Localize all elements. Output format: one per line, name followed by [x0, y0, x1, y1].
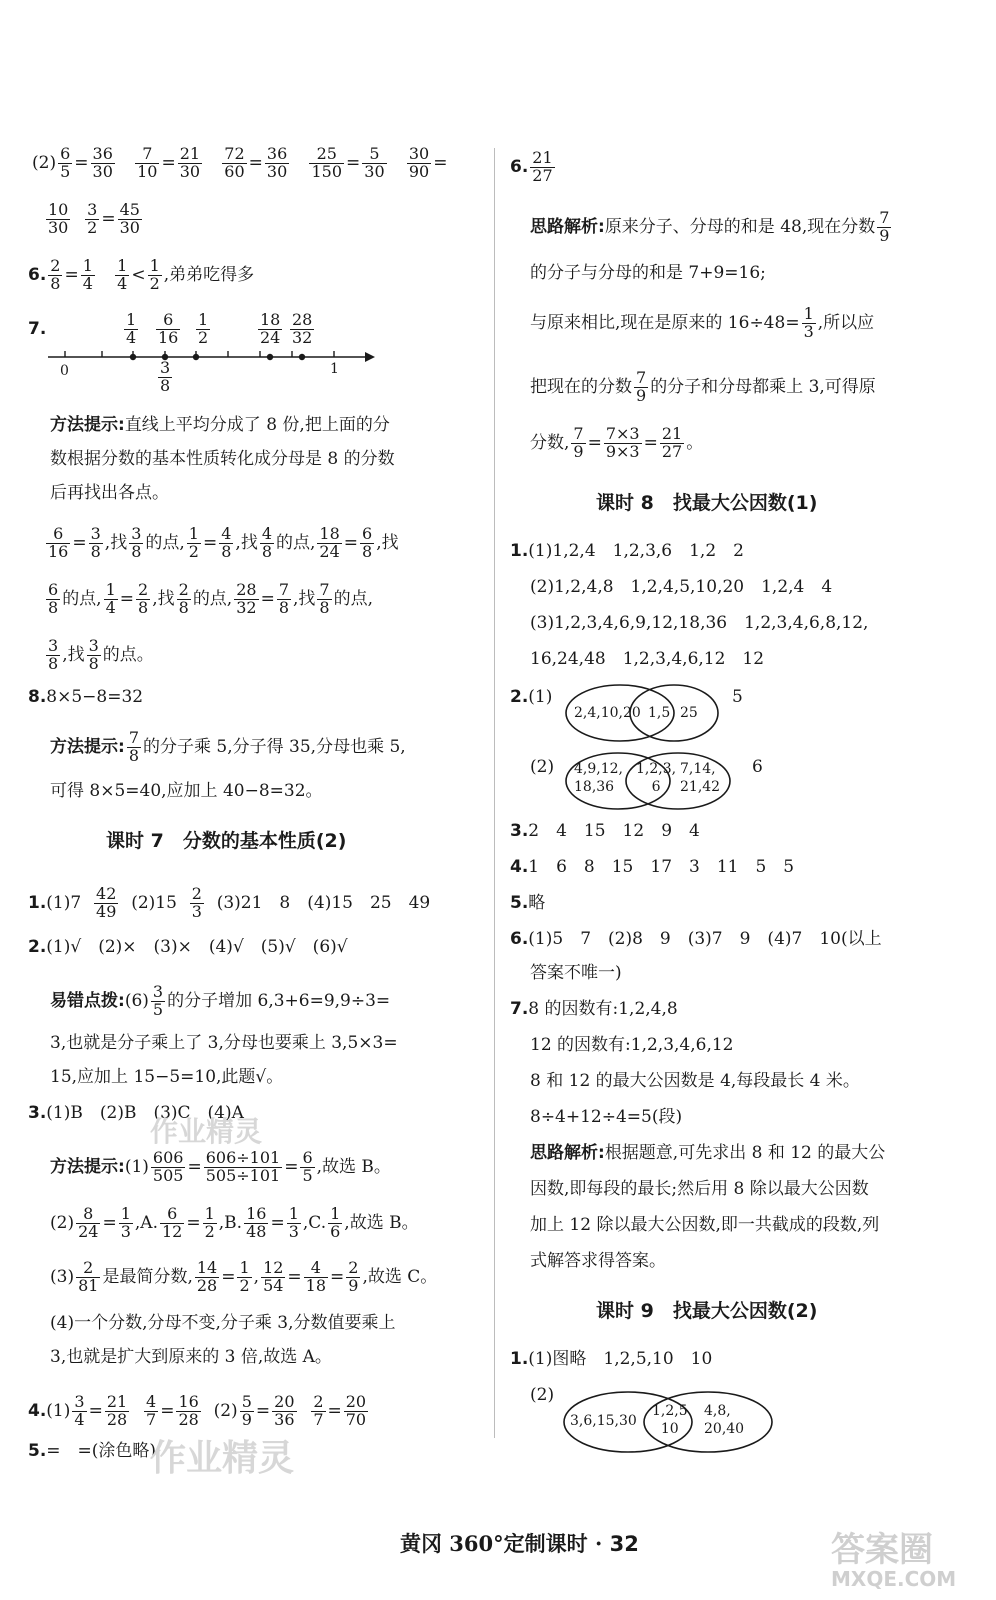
- hint-label: 思路解析:: [530, 216, 605, 237]
- fraction: $\frac{21}{27}$: [532, 148, 553, 185]
- fraction: $\frac{4}{7}$: [146, 1392, 157, 1429]
- text-line: 的分子与分母的和是 7+9=16;: [530, 263, 766, 283]
- text-line: 3,也就是分子乘上了 3,分母也要乘上 3,5×3=: [50, 1033, 398, 1053]
- point-1-2: [193, 354, 199, 360]
- fraction: $\frac{3}{2}$: [87, 200, 98, 237]
- number-line-zero: 0: [60, 363, 69, 379]
- fraction: $\frac{6}{5}$: [302, 1148, 313, 1185]
- error-hint: 易错点拨:(6) $\frac{3}{5}$ 的分子增加 6,3+6=9,9÷3=: [50, 982, 391, 1019]
- fraction: $\frac{1}{2}$: [239, 1258, 250, 1295]
- text-line: 式解答求得答案。: [530, 1251, 666, 1271]
- fraction: $\frac{42}{49}$: [96, 884, 117, 921]
- fraction: $\frac{1}{2}$: [204, 1204, 215, 1241]
- fraction: $\frac{5}{9}$: [241, 1392, 252, 1429]
- fraction: $\frac{1}{6}$: [330, 1204, 341, 1241]
- fraction: $\frac{2}{8}$: [178, 580, 189, 617]
- number-line-mark: $\frac{28}{32}$: [292, 310, 313, 347]
- answer-line: $\frac{6}{8}$ 的点, $\frac{1}{4}$ = $\frac{2}{8}$ ,找 $\frac{2}{8}$ 的点, $\frac{28}{32}$ = $\frac{7}{8}$ ,找 $\frac{7}{8}$ 的点,: [48, 580, 374, 617]
- fraction: $\frac{20}{70}$: [345, 1392, 367, 1429]
- method-line: (3) $\frac{2}{81}$ 是最简分数, $\frac{14}{28}$ = $\frac{1}{2}$ , $\frac{12}{54}$ = $\frac{4}{18}$ = $\frac{2}{9}$ ,故选 C。: [50, 1258, 438, 1295]
- text-line: 与原来相比,现在是原来的 16÷48= $\frac{1}{3}$ ,所以应: [530, 304, 875, 341]
- fraction: $\frac{1}{3}$: [288, 1204, 299, 1241]
- question-number: 1.: [28, 892, 47, 913]
- fraction: $\frac{14}{28}$: [196, 1258, 218, 1295]
- analysis: 思路解析:根据题意,可先求出 8 和 12 的最大公: [530, 1143, 886, 1163]
- question-7: 7.8 的因数有:1,2,4,8: [510, 999, 678, 1019]
- fraction: $\frac{25}{150}$: [311, 144, 343, 181]
- fraction: $\frac{3}{8}$: [48, 636, 59, 673]
- venn-left-label: 4,9,12, 18,36: [574, 761, 623, 795]
- question-number: 3.: [28, 1103, 47, 1123]
- question-number: 8.: [28, 687, 47, 707]
- venn-answer: 6: [752, 757, 763, 777]
- text-line: 16,24,48 1,2,3,4,6,12 12: [530, 649, 765, 669]
- fraction: $\frac{606\div 101}{505\div 101}$: [205, 1148, 281, 1185]
- stamp-text: 答案圈: [831, 1530, 933, 1570]
- fraction: $\frac{2}{3}$: [191, 884, 202, 921]
- item-label: (2): [32, 152, 57, 173]
- fraction: $\frac{16}{28}$: [178, 1392, 199, 1429]
- fraction: $\frac{1}{2}$: [149, 256, 160, 293]
- venn-answer: 5: [732, 687, 743, 707]
- fraction: $\frac{4}{18}$: [305, 1258, 327, 1295]
- fraction: $\frac{6}{5}$: [60, 144, 71, 181]
- text-line: 加上 12 除以最大公因数,即一共截成的段数,列: [530, 1215, 880, 1235]
- fraction: $\frac{2}{8}$: [50, 256, 61, 293]
- fraction: $\frac{7}{9}$: [636, 368, 647, 405]
- question-2: 2.(1): [510, 687, 553, 707]
- fraction: $\frac{1}{2}$: [188, 524, 199, 561]
- text-line: 15,应加上 15−5=10,此题√。: [50, 1067, 284, 1087]
- fraction: $\frac{28}{32}$: [236, 580, 257, 617]
- number-line-mark: $\frac{1}{2}$: [198, 310, 209, 347]
- venn-right-label: 7,14, 21,42: [680, 761, 721, 795]
- fraction: $\frac{1}{3}$: [803, 304, 814, 341]
- answer-line: $\frac{10}{30}$ $\frac{3}{2}$ = $\frac{45}{30}$: [48, 200, 140, 237]
- text-line: 把现在的分数 $\frac{7}{9}$ 的分子和分母都乘上 3,可得原: [530, 368, 876, 405]
- stamp-url: MXQE.COM: [831, 1567, 957, 1591]
- brand-name: 黄冈 360°定制课时: [400, 1531, 588, 1556]
- fraction: $\frac{1}{4}$: [105, 580, 116, 617]
- fraction: $\frac{7}{9}$: [879, 208, 890, 245]
- question-number: 6.: [28, 264, 47, 285]
- fraction: $\frac{36}{30}$: [266, 144, 288, 181]
- fraction: $\frac{7}{9}$: [573, 424, 584, 461]
- fraction: $\frac{6}{8}$: [362, 524, 373, 561]
- fraction: $\frac{7}{8}$: [128, 728, 139, 765]
- text-line: 分数, $\frac{7}{9}$ = $\frac{7\times 3}{9\times 3}$ = $\frac{21}{27}$ 。: [530, 424, 704, 461]
- analysis: 思路解析:原来分子、分母的和是 48,现在分数 $\frac{7}{9}$: [530, 208, 890, 245]
- question-7: [28, 318, 46, 340]
- fraction: $\frac{3}{4}$: [74, 1392, 85, 1429]
- venn-mid-label: 1,5: [648, 705, 671, 721]
- fraction: $\frac{6}{12}$: [161, 1204, 183, 1241]
- text-line: (2)1,2,4,8 1,2,4,5,10,20 1,2,4 4: [530, 577, 833, 597]
- fraction: $\frac{7}{8}$: [278, 580, 290, 617]
- method-hint: 方法提示: $\frac{7}{8}$ 的分子乘 5,分子得 35,分母也乘 5,: [50, 728, 406, 765]
- question-1: 1.(1)1,2,4 1,2,3,6 1,2 2: [510, 541, 744, 561]
- page-number: 32: [609, 1532, 639, 1556]
- hint-label: 易错点拨:: [50, 990, 125, 1011]
- fraction: $\frac{3}{5}$: [152, 982, 164, 1019]
- question-6: 6. $\frac{2}{8}$ = $\frac{1}{4}$ $\frac{1}{4}$ < $\frac{1}{2}$ ,弟弟吃得多: [28, 256, 255, 293]
- question-number: 6.: [510, 156, 529, 177]
- answer-line: (2) $\frac{6}{5}$ = $\frac{36}{30}$ $\frac{7}{10}$ = $\frac{21}{30}$ $\frac{72}{60}$ = $\frac{36}{30}$ $\frac{25}{150}$ = $\frac{5}{30}$ $\frac{30}{90}$ =: [32, 144, 448, 181]
- question-number: 2.: [28, 937, 47, 957]
- number-line-mark: $\frac{18}{24}$: [260, 310, 281, 347]
- column-divider: [494, 148, 495, 1438]
- text-line: 8÷4+12÷4=5(段): [530, 1107, 683, 1127]
- number-line-mark: $\frac{6}{16}$: [158, 310, 179, 347]
- section-heading: 课时 8 找最大公因数(1): [596, 492, 818, 514]
- fraction: $\frac{2}{9}$: [348, 1258, 359, 1295]
- hint-label: 方法提示:: [50, 736, 125, 757]
- answer-line: $\frac{6}{16}$ = $\frac{3}{8}$ ,找 $\frac{3}{8}$ 的点, $\frac{1}{2}$ = $\frac{4}{8}$ ,找 $\frac{4}{8}$ 的点, $\frac{18}{24}$ = $\frac{6}{8}$ ,找: [48, 524, 399, 561]
- question-number: 5.: [28, 1441, 47, 1461]
- question-5: 5.略: [510, 893, 546, 913]
- number-line-mark: $\frac{1}{4}$: [126, 310, 137, 347]
- method-hint: 方法提示:直线上平均分成了 8 份,把上面的分: [50, 415, 390, 435]
- venn-right-label: 4,8, 20,40: [704, 1403, 745, 1437]
- fraction: $\frac{72}{60}$: [224, 144, 245, 181]
- fraction: $\frac{21}{27}$: [661, 424, 683, 461]
- fraction: $\frac{30}{90}$: [408, 144, 430, 181]
- watermark: 作业精灵: [150, 1438, 295, 1479]
- watermark: 作业精灵: [150, 1115, 263, 1148]
- fraction: $\frac{16}{48}$: [246, 1204, 267, 1241]
- venn-left-label: 3,6,15,30: [570, 1413, 637, 1429]
- text-line: (3)1,2,3,4,6,9,12,18,36 1,2,3,4,6,8,12,: [530, 613, 869, 633]
- question-4: 4.1 6 8 15 17 3 11 5 5: [510, 857, 795, 877]
- fraction: $\frac{3}{8}$: [131, 524, 142, 561]
- text-line: 8 和 12 的最大公因数是 4,每段最长 4 米。: [530, 1071, 860, 1091]
- fraction: $\frac{7}{10}$: [137, 144, 158, 181]
- question-6: 6.(1)5 7 (2)8 9 (3)7 9 (4)7 10(以上: [510, 929, 882, 949]
- method-hint: 方法提示:(1) $\frac{606}{505}$ = $\frac{606\div 101}{505\div 101}$ = $\frac{6}{5}$ ,故选 B。: [50, 1148, 391, 1185]
- text-line: (4)一个分数,分母不变,分子乘 3,分数值要乘上: [50, 1313, 396, 1333]
- text-line: 后再找出各点。: [50, 483, 169, 503]
- number-line-one: 1: [330, 361, 339, 377]
- text-line: 因数,即每段的最长;然后用 8 除以最大公因数: [530, 1179, 869, 1199]
- fraction: $\frac{21}{28}$: [106, 1392, 128, 1429]
- question-1: 1.(1)图略 1,2,5,10 10: [510, 1349, 713, 1369]
- venn-mid-label: 1,2,5 10: [652, 1403, 688, 1437]
- venn-right-label: 25: [680, 705, 698, 721]
- fraction: $\frac{36}{30}$: [92, 144, 113, 181]
- fraction: $\frac{2}{81}$: [78, 1258, 99, 1295]
- fraction: $\frac{4}{8}$: [261, 524, 273, 561]
- question-5: 5.= =(涂色略): [28, 1441, 157, 1461]
- question-3: 3.2 4 15 12 9 4: [510, 821, 700, 841]
- hint-label: 方法提示:: [50, 1156, 125, 1177]
- fraction: $\frac{5}{30}$: [364, 144, 385, 181]
- question-number: 4.: [28, 1400, 47, 1421]
- fraction: $\frac{3}{8}$: [88, 636, 99, 673]
- question-4: 4.(1) $\frac{3}{4}$ = $\frac{21}{28}$ $\frac{4}{7}$ = $\frac{16}{28}$ (2) $\frac{5}{9}$ = $\frac{20}{36}$ $\frac{2}{7}$ = $\frac{20}{70}$: [28, 1392, 367, 1429]
- question-8: 8.8×5−8=32: [28, 687, 144, 707]
- question-3: 3.(1)B (2)B (3)C (4)A: [28, 1103, 244, 1123]
- number-line-mark-below: $\frac{3}{8}$: [160, 358, 171, 395]
- fraction: $\frac{18}{24}$: [319, 524, 340, 561]
- fraction: $\frac{6}{8}$: [48, 580, 59, 617]
- number-line: [40, 345, 380, 375]
- point-1-4: [130, 354, 136, 360]
- page-footer: 黄冈 360°定制课时 · 32: [400, 1531, 639, 1556]
- site-stamp: [831, 1532, 986, 1592]
- text-line: 数根据分数的基本性质转化成分母是 8 的分数: [50, 449, 395, 469]
- sub-item: (2): [530, 757, 555, 777]
- question-2: 2.(1)√ (2)× (3)× (4)√ (5)√ (6)√: [28, 937, 348, 957]
- fraction: $\frac{2}{7}$: [313, 1392, 324, 1429]
- section-heading: 课时 9 找最大公因数(2): [596, 1300, 818, 1322]
- sub-item: (2): [530, 1385, 555, 1405]
- fraction: $\frac{8}{24}$: [78, 1204, 99, 1241]
- question-1: 1.(1)7 $\frac{42}{49}$ (2)15 $\frac{2}{3}$ (3)21 8 (4)15 25 49: [28, 884, 431, 921]
- section-heading: 课时 7 分数的基本性质(2): [106, 830, 347, 852]
- fraction: $\frac{606}{505}$: [152, 1148, 184, 1185]
- hint-label: 方法提示:: [50, 415, 125, 435]
- fraction: $\frac{7\times 3}{9\times 3}$: [605, 424, 640, 461]
- fraction: $\frac{4}{8}$: [221, 524, 232, 561]
- method-line: (2) $\frac{8}{24}$ = $\frac{1}{3}$ ,A. $\frac{6}{12}$ = $\frac{1}{2}$ ,B. $\frac{16}{48}$ = $\frac{1}{3}$ ,C. $\frac{1}{6}$ ,故选 B。: [50, 1204, 419, 1241]
- question-number: 2.: [510, 687, 529, 707]
- point-6-8: [267, 354, 273, 360]
- fraction: $\frac{1}{4}$: [82, 256, 93, 293]
- fraction: $\frac{10}{30}$: [48, 200, 69, 237]
- fraction: $\frac{12}{54}$: [263, 1258, 284, 1295]
- text-line: 3,也就是扩大到原来的 3 倍,故选 A。: [50, 1347, 332, 1367]
- fraction: $\frac{21}{30}$: [179, 144, 201, 181]
- fraction: $\frac{3}{8}$: [90, 524, 101, 561]
- point-7-8: [299, 354, 305, 360]
- venn-left-label: 2,4,10,20: [574, 705, 641, 721]
- question-number: 1.: [510, 541, 529, 561]
- answer-line: $\frac{3}{8}$ ,找 $\frac{3}{8}$ 的点。: [48, 636, 154, 673]
- fraction: $\frac{6}{16}$: [48, 524, 69, 561]
- text-line: 答案不唯一): [530, 963, 622, 983]
- question-6: [510, 150, 557, 185]
- text-line: 12 的因数有:1,2,3,4,6,12: [530, 1035, 734, 1055]
- question-number: 7.: [28, 319, 47, 339]
- fraction: $\frac{20}{36}$: [274, 1392, 295, 1429]
- fraction: $\frac{7}{8}$: [319, 580, 330, 617]
- text-line: 可得 8×5=40,应加上 40−8=32。: [50, 781, 323, 801]
- venn-mid-label: 1,2,3, 6: [636, 761, 677, 795]
- fraction: $\frac{1}{3}$: [120, 1204, 131, 1241]
- fraction: $\frac{45}{30}$: [119, 200, 140, 237]
- fraction: $\frac{1}{4}$: [117, 256, 128, 293]
- fraction: $\frac{2}{8}$: [138, 580, 149, 617]
